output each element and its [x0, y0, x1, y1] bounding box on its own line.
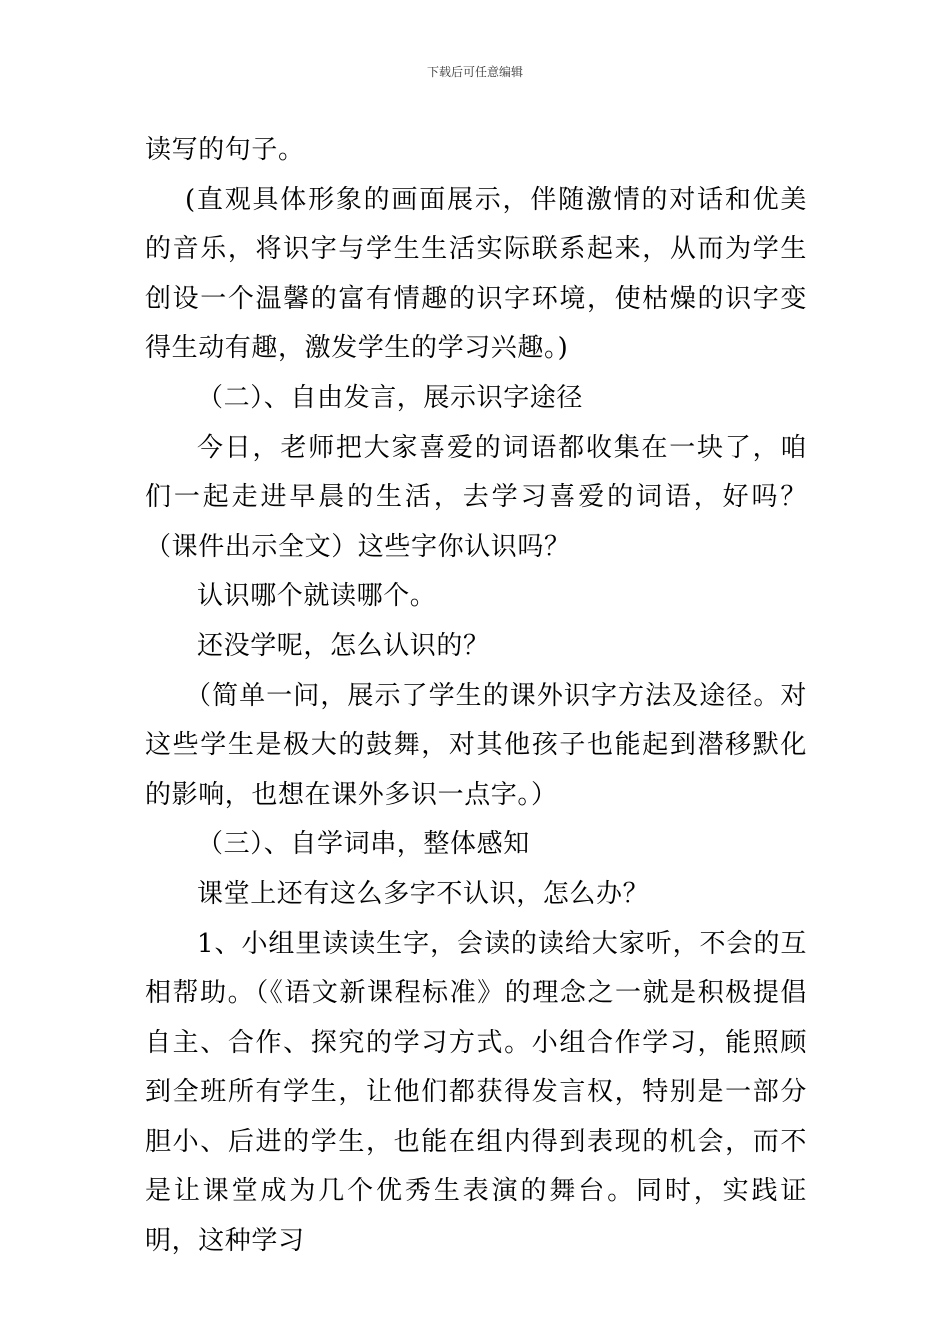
- paragraph-5: 认识哪个就读哪个。: [197, 581, 437, 612]
- paragraph-1: 读写的句子。: [145, 135, 305, 165]
- page-header: 下载后可任意编辑: [426, 65, 523, 79]
- section-heading-3: （三）、自学词串，整体感知: [197, 829, 530, 860]
- section-heading-2: （二）、自由发言，展示识字途径: [197, 382, 584, 413]
- paragraph-4: 今日，老师把大家喜爱的词语都收集在一块了，咱们一起走进早晨的生活，去学习喜爱的词语，好吗？（课件出示全文）这些字你认识吗？: [145, 432, 807, 562]
- paragraph-10: 1、小组里读读生字，会读的读给大家听，不会的互相帮助。（《语文新课程标准》的理念之一就是积极提倡自主、合作、探究的学习方式。小组合作学习，能照顾到全班所有学生，让他们都获得发言权，特别是一部分胆小、后进的学生，也能在组内得到表现的机会，而不是让课堂成为几个优秀生表演的舞台。同时，实践证明，这种学习: [145, 928, 807, 1257]
- paragraph-7: （简单一问，展示了学生的课外识字方法及途径。对这些学生是极大的鼓舞，对其他孩子也能起到潜移默化的影响，也想在课外多识一点字。）: [145, 680, 807, 810]
- paragraph-6: 还没学呢，怎么认识的？: [197, 630, 490, 661]
- document-body: [145, 126, 807, 1267]
- paragraph-2: (直观具体形象的画面展示，伴随激情的对话和优美的音乐，将识字与学生生活实际联系起来，从而为学生创设一个温馨的富有情趣的识字环境，使枯燥的识字变得生动有趣，激发学生的学习兴趣。): [145, 184, 807, 364]
- paragraph-9: 课堂上还有这么多字不认识，怎么办？: [197, 878, 650, 909]
